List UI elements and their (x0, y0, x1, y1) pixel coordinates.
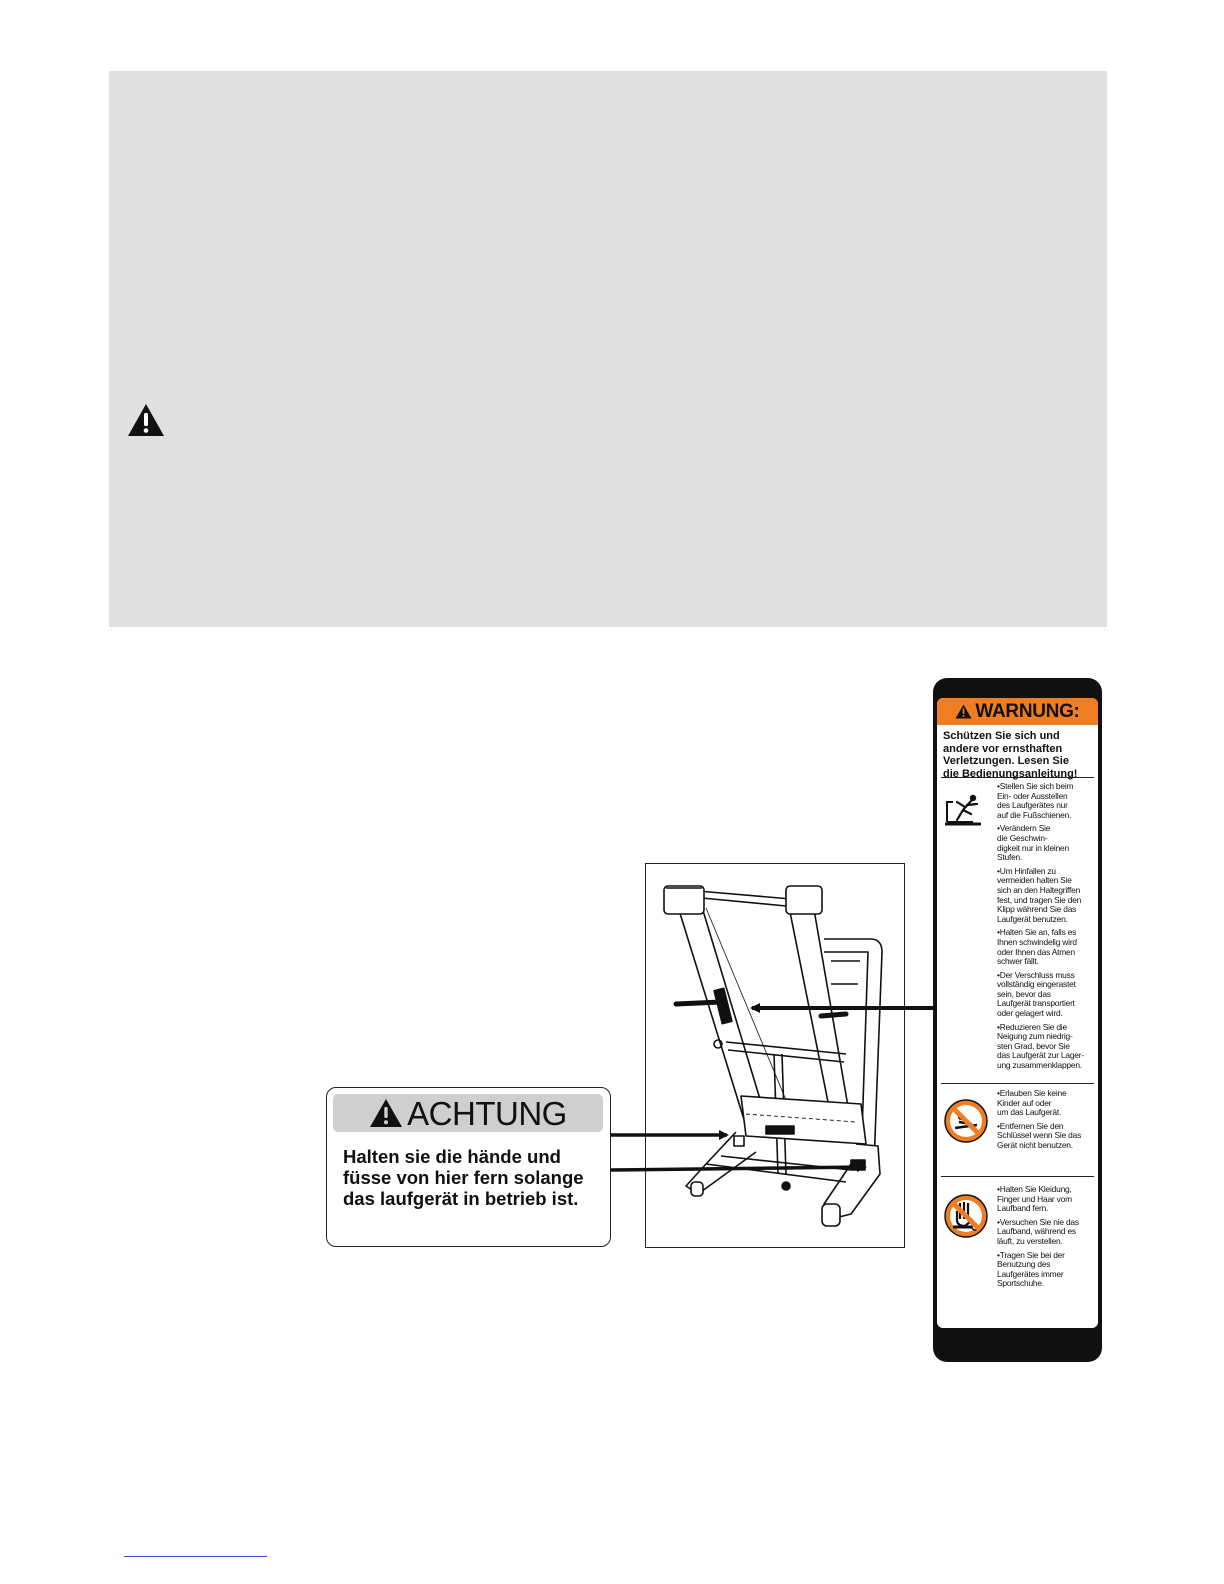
section2-bullets (997, 1089, 1081, 1155)
bullet (997, 1122, 1081, 1151)
bullet-line: •Stellen Sie sich beim (997, 781, 1074, 791)
warnung-section-entanglement (937, 1177, 1098, 1317)
bullet-line: des Laufgerätes nur (997, 800, 1068, 811)
bullet-line: Laufgerät transportiert (997, 998, 1075, 1009)
bullet-line: schwer fällt. (997, 956, 1039, 967)
bullet (997, 1251, 1079, 1289)
bullet-line: Benutzung des (997, 1259, 1051, 1270)
intro-line: andere vor ernsthaften (943, 742, 1063, 755)
bullet-line: •Der Verschluss muss (997, 969, 1075, 980)
bullet-line: sein, bevor das (997, 988, 1051, 999)
bullet-line: Stufen. (997, 852, 1023, 863)
bullet (997, 867, 1084, 925)
footer-link-underline (124, 1556, 267, 1557)
bullet (997, 824, 1084, 862)
bullet-line: sten Grad, bevor Sie (997, 1040, 1070, 1051)
warnung-title: WARNUNG: (975, 700, 1080, 722)
bullet-line: Finger und Haar vom (997, 1193, 1072, 1204)
bullet-line: die Geschwin- (997, 832, 1048, 843)
bullet-line: sich an den Haltegriffen (997, 884, 1081, 895)
bullet-line: oder Ihnen das Atmen (997, 946, 1075, 957)
bullet (997, 782, 1084, 820)
bullet-line: •Versuchen Sie nie das (997, 1216, 1079, 1227)
bullet (997, 1089, 1081, 1118)
bullet-line: Gerät nicht benutzen. (997, 1139, 1073, 1150)
treadmill-drawing (646, 864, 905, 1248)
achtung-line: Halten sie die hände und (343, 1146, 561, 1167)
bullet-line: Laufband, während es (997, 1226, 1076, 1237)
bullet-line: vermeiden halten Sie (997, 875, 1072, 886)
bullet-line: •Halten Sie an, falls es (997, 927, 1077, 938)
bullet-line: Laufgerätes immer (997, 1268, 1064, 1279)
bullet-line: •Entfernen Sie den (997, 1120, 1064, 1131)
bullet-line: Neigung zum niedrig- (997, 1031, 1073, 1042)
bullet (997, 1023, 1084, 1071)
bullet-line: das Laufgerät zur Lager- (997, 1050, 1084, 1061)
falling-person-icon (943, 790, 983, 830)
bullet (997, 928, 1084, 966)
warning-triangle-icon (369, 1098, 403, 1128)
bullet-line: •Halten Sie Kleidung, (997, 1184, 1072, 1194)
warnung-section-children (937, 1084, 1098, 1176)
bullet (997, 1185, 1079, 1214)
bullet (997, 971, 1084, 1019)
bullet-line: Kinder auf oder (997, 1097, 1052, 1108)
gray-notice-panel (109, 71, 1107, 627)
no-hands-icon (943, 1193, 989, 1239)
section3-bullets (997, 1185, 1079, 1293)
warnung-warning-label (933, 678, 1102, 1362)
warnung-panel (937, 698, 1098, 1328)
achtung-warning-label (326, 1087, 611, 1247)
achtung-header (333, 1094, 603, 1132)
bullet-line: auf die Fußschienen. (997, 809, 1072, 820)
bullet-line: vollständig eingerastet (997, 979, 1076, 990)
achtung-title: ACHTUNG (407, 1094, 567, 1132)
intro-line: die Bedienungsanleitung! (943, 767, 1078, 780)
no-children-icon (943, 1098, 989, 1144)
section1-bullets (997, 782, 1084, 1075)
bullet-line: oder gelagert wird. (997, 1008, 1063, 1019)
caution-triangle-icon (127, 403, 165, 437)
bullet-line: digkeit nur in kleinen (997, 842, 1069, 853)
achtung-text (343, 1146, 605, 1209)
bullet-line: Laufgerät benutzen. (997, 913, 1068, 924)
bullet-line: •Verändern Sie (997, 823, 1051, 834)
bullet-line: Sportschuhe. (997, 1278, 1044, 1289)
intro-line: Schützen Sie sich und (943, 730, 1060, 742)
bullet-line: läuft, zu verstellen. (997, 1235, 1063, 1246)
bullet (997, 1218, 1079, 1247)
bullet-line: ung zusammenklappen. (997, 1060, 1082, 1071)
bullet-line: fest, und tragen Sie den (997, 894, 1082, 905)
warnung-header (937, 698, 1098, 725)
bullet-line: •Tragen Sie bei der (997, 1249, 1065, 1260)
bullet-line: Schlüssel wenn Sie das (997, 1130, 1082, 1141)
bullet-line: •Reduzieren Sie die (997, 1021, 1067, 1032)
warnung-intro (937, 725, 1098, 780)
achtung-line: das laufgerät in betrieb ist. (343, 1188, 579, 1209)
bullet-line: •Um Hinfallen zu (997, 865, 1056, 876)
bullet-line: um das Laufgerät. (997, 1107, 1062, 1118)
bullet-line: Laufband fern. (997, 1203, 1049, 1214)
intro-line: Verletzungen. Lesen Sie (943, 755, 1069, 767)
warnung-section-falling (937, 778, 1098, 1083)
treadmill-illustration (645, 863, 905, 1248)
bullet-line: Ihnen schwindelig wird (997, 936, 1077, 947)
achtung-line: füsse von hier fern solange (343, 1167, 584, 1188)
bullet-line: Klipp während Sie das (997, 904, 1077, 915)
bullet-line: •Erlauben Sie keine (997, 1088, 1067, 1098)
bullet-line: Ein- oder Ausstellen (997, 790, 1068, 801)
warning-triangle-icon (955, 704, 972, 719)
